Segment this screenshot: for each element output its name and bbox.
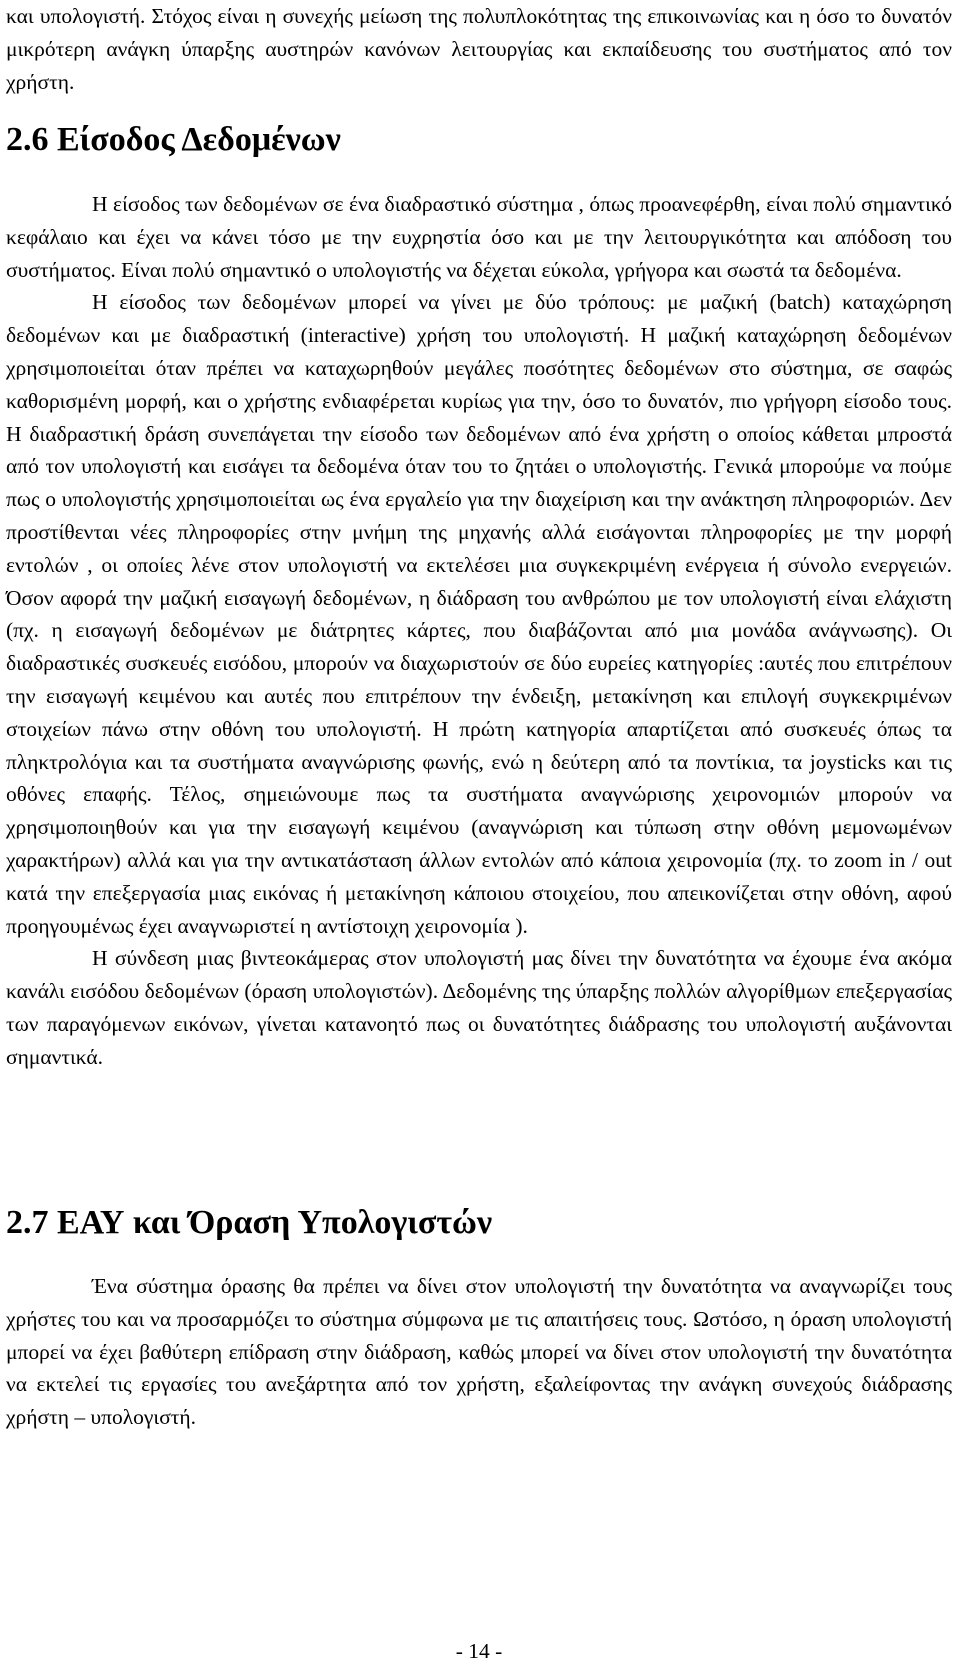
section-2-6-paragraph-2: Η είσοδος των δεδομένων μπορεί να γίνει με δύο τρόπους: με μαζική (batch) καταχώρηση δεδομένων και με διαδραστική (interactive) χρήση του υπολογιστή. Η μαζική καταχώρηση δεδομένων χρησιμοποιείται όταν πρέπει να καταχωρηθούν μεγάλες ποσότητες δεδομένων στο σύστημα, σε σαφώς καθορισμένη μορφή, και ο χρήστης ενδιαφέρεται κυρίως για την, όσο το δυνατόν, πιο γρήγορη είσοδο τους. Η διαδραστική δράση συνεπάγεται την είσοδο των δεδομένων από ένα χρήστη ο οποίος κάθεται μπροστά από τον υπολογιστή και εισάγει τα δεδομένα όταν του το ζητάει ο υπολογιστής. Γενικά μπορούμε να πούμε πως ο υπολογιστής χρησιμοποιείται ως ένα εργαλείο για την διαχείριση και την ανάκτηση πληροφοριών. Δεν προστίθενται νέες πληροφορίες στην μνήμη της μηχανής αλλά εισάγονται πληροφορίες με την μορφή εντολών , οι οποίες λένε στον υπολογιστή να εκτελέσει μια συγκεκριμένη ενέργεια ή σύνολο ενεργειών. Όσον αφορά την μαζική εισαγωγή δεδομένων, η διάδραση του ανθρώπου με τον υπολογιστή είναι ελάχιστη (πχ. η εισαγωγή δεδομένων με διάτρητες κάρτες, που διαβάζονται από μια μονάδα ανάγνωσης). Οι διαδραστικές συσκευές εισόδου, μπορούν να διαχωριστούν σε δύο ευρείες κατηγορίες :αυτές που επιτρέπουν την εισαγωγή κειμένου και αυτές που επιτρέπουν την ένδειξη, μετακίνηση και επιλογή συγκεκριμένων στοιχείων πάνω στην οθόνη του υπολογιστή. Η πρώτη κατηγορία απαρτίζεται από συσκευές όπως τα πληκτρολόγια και τα συστήματα αναγνώρισης φωνής, ενώ η δεύτερη από τα ποντίκια, τα joysticks και τις οθόνες επαφής. Τέλος, σημειώνουμε πως τα συστήματα αναγνώρισης χειρονομιών μπορούν να χρησιμοποιηθούν και για την εισαγωγή κειμένου (αναγνώριση και τύπωση στην οθόνη μεμονωμένων χαρακτήρων) αλλά και για την αντικατάσταση άλλων εντολών από κάποια χειρονομία (πχ. το zoom in / out κατά την επεξεργασία μιας εικόνας ή μετακίνηση κάποιου στοιχείου, που απεικονίζεται στην οθόνη, αφού προηγουμένως έχει αναγνωριστεί η αντίστοιχη χειρονομία ). <box>6 290 952 938</box>
intro-text-block <box>6 0 952 98</box>
page-number: - 14 - <box>455 1639 503 1663</box>
section-2-6-body <box>6 188 952 1074</box>
intro-paragraph: και υπολογιστή. Στόχος είναι η συνεχής μείωση της πολυπλοκότητας της επικοινωνίας και η όσο το δυνατόν μικρότερη ανάγκη ύπαρξης αυστηρών κανόνων λειτουργίας και εκπαίδευσης του συστήματος από τον χρήστη. <box>6 4 952 94</box>
section-2-7-paragraph-1: Ένα σύστημα όρασης θα πρέπει να δίνει στον υπολογιστή την δυνατότητα να αναγνωρίζει τους χρήστες του και να προσαρμόζει το σύστημα σύμφωνα με τις απαιτήσεις τους. Ωστόσο, η όραση υπολογιστή μπορεί να έχει βαθύτερη επίδραση στην διάδραση, καθώς μπορεί να δίνει στον υπολογιστή την δυνατότητα να εκτελεί τις εργασίες του ανεξάρτητα από τον χρήστη, εξαλείφοντας την ανάγκη συνεχούς διάδρασης χρήστη – υπολογιστή. <box>6 1274 952 1430</box>
section-2-7-heading: 2.7 ΕΑΥ και Όραση Υπολογιστών <box>6 1204 493 1241</box>
section-2-6-paragraph-3: Η σύνδεση μιας βιντεοκάμερας στον υπολογιστή μας δίνει την δυνατότητα να έχουμε ένα ακόμα κανάλι εισόδου δεδομένων (όραση υπολογιστών). Δεδομένης της ύπαρξης πολλών αλγορίθμων επεξεργασίας των παραγόμενων εικόνων, γίνεται κατανοητό πως οι δυνατότητες διάδρασης του υπολογιστή αυξάνονται σημαντικά. <box>6 946 952 1069</box>
section-2-7-body <box>6 1270 952 1434</box>
section-2-6-paragraph-1: Η είσοδος των δεδομένων σε ένα διαδραστικό σύστημα , όπως προανεφέρθη, είναι πολύ σημαντικό κεφάλαιο και έχει να κάνει τόσο με την ευχρηστία όσο και με την λειτουργικότητα και απόδοση του συστήματος. Είναι πολύ σημαντικό ο υπολογιστής να δέχεται εύκολα, γρήγορα και σωστά τα δεδομένα. <box>6 192 952 282</box>
document-page <box>6 0 952 1673</box>
section-2-6-heading: 2.6 Είσοδος Δεδομένων <box>6 121 341 158</box>
